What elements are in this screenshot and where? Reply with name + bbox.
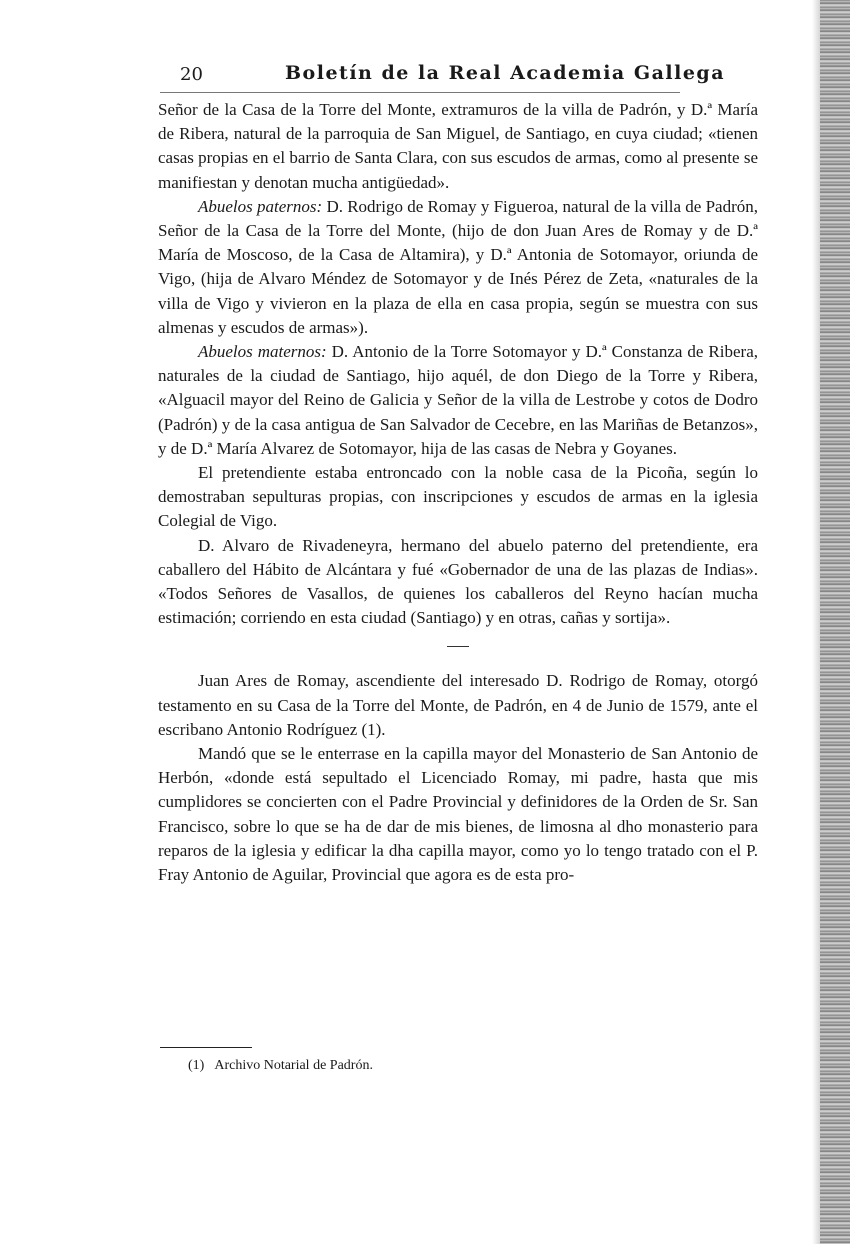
paragraph-abuelos-maternos [158, 340, 758, 461]
abuelos-paternos-label: Abuelos paternos: [198, 196, 323, 216]
footnote-mark: (1) [188, 1058, 205, 1073]
page-binding-edge [820, 0, 850, 1244]
paragraph-rivadeneyra: D. Alvaro de Rivadeneyra, hermano del abuelo paterno del pretendiente, era caballero del Hábito de Alcántara y fué «Gobernador de una de las plazas de Indias». «Todos Señores de Vasallos, de quienes los caballeros del Reyno hacían mucha estimación; corriendo en esta ciudad (Santiago) y en otras, cañas y sortija». [158, 535, 758, 628]
page-number: 20 [180, 64, 203, 85]
journal-title: Boletín de la Real Academia Gallega [285, 62, 726, 84]
paragraph-testamento: Juan Ares de Romay, ascendiente del interesado D. Rodrigo de Romay, otorgó testamento en su Casa de la Torre del Monte, de Padrón, en 4 de Junio de 1579, ante el escribano Antonio Rodríguez (1). [158, 671, 758, 739]
footnote-rule [160, 1047, 252, 1048]
paragraph-picona: El pretendiente estaba entroncado con la noble casa de la Picoña, según lo demostraban sepulturas propias, con inscripciones y escudos de armas en la iglesia Colegial de Vigo. [158, 463, 758, 531]
footnote [188, 1058, 373, 1074]
abuelos-paternos-text: D. Rodrigo de Romay y Figueroa, natural de la villa de Padrón, Señor de la Casa de la Torre del Monte, (hijo de don Juan Ares de Romay y de D.ª María de Moscoso, de la Casa de Altamira), y D.ª Antonia de Sotomayor, oriunda de Vigo, (hija de Alvaro Méndez de Sotomayor y de Inés Pérez de Zeta, «naturales de la villa de Vigo y vivieron en la plaza de ella en casa propia, según se muestra con sus almenas y escudos de armas»). [158, 196, 758, 337]
paragraph-enterramiento: Mandó que se le enterrase en la capilla mayor del Monasterio de San Antonio de Herbón, «donde está sepultado el Licenciado Romay, mi padre, hasta que mis cumplidores se concierten con el Padre Provincial y definidores de la Orden de Sr. San Francisco, sobre lo que se ha de dar de mis bienes, de limosna al dho monasterio para reparos de la iglesia y edificar la dha capilla mayor, como yo lo tengo tratado con el P. Fray Antonio de Aguilar, Provincial que agora es de esta pro- [158, 744, 758, 885]
footnote-text: Archivo Notarial de Padrón. [214, 1058, 373, 1073]
paragraph-abuelos-paternos [158, 195, 758, 340]
paragraph-1: Señor de la Casa de la Torre del Monte, extramuros de la villa de Padrón, y D.ª María de Ribera, natural de la parroquia de San Miguel, de Santiago, en cuya ciudad; «tienen casas propias en el barrio de Santa Clara, con sus escudos de armas, como al presente se manifiestan y denotan mucha antigüedad». [158, 100, 758, 192]
header-rule [160, 92, 680, 93]
spacer [158, 661, 758, 669]
running-head [160, 62, 760, 90]
abuelos-maternos-label: Abuelos maternos: [198, 342, 327, 362]
body-text [158, 98, 758, 887]
abuelos-maternos-text: D. Antonio de la Torre Sotomayor y D.ª Constanza de Ribera, naturales de la ciudad de Santiago, hijo aquél, de don Diego de la Torre y Ribera, «Alguacil mayor del Reino de Galicia y Señor de la villa de Lestrobe y cotos de Dodro (Padrón) y de la casa antigua de San Salvador de Cecebre, en las Mariñas de Betanzos», y de D.ª María Alvarez de Sotomayor, hija de las casas de Nebra y Goyanes. [158, 342, 758, 458]
section-separator [447, 646, 469, 647]
